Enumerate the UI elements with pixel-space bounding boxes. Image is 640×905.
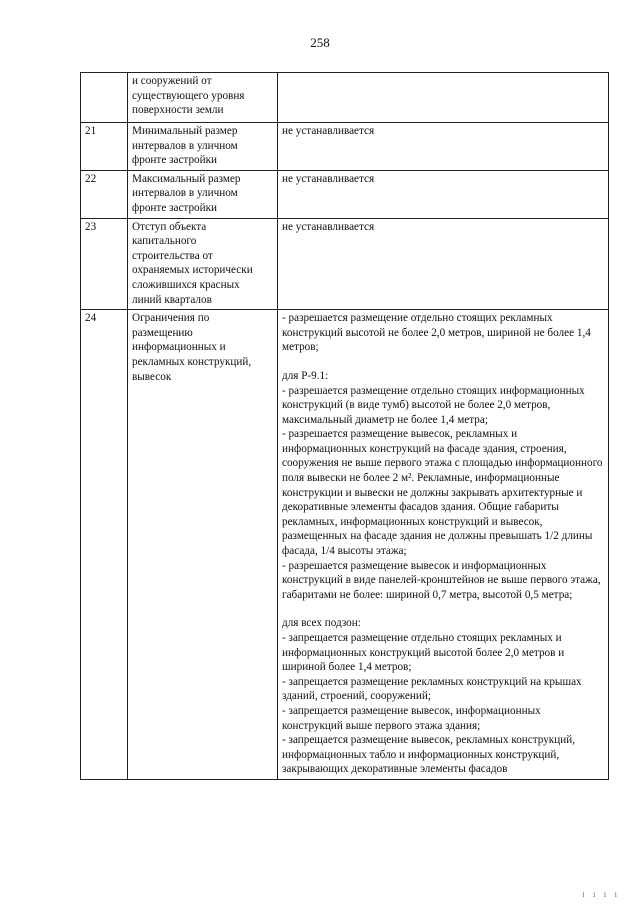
row-number-cell: 23 (81, 218, 128, 310)
parameter-value-text: - разрешается размещение отдельно стоящих рекламных конструкций высотой не более 2,0 метров, шириной не более 1,4 метров; (282, 312, 591, 354)
parameter-name-cell: Отступ объекта капитального строительства от охраняемых исторически сложившихся красных линий кварталов (128, 218, 278, 310)
parameter-value-text: не устанавливается (282, 125, 375, 137)
parameter-value-cell (278, 218, 609, 310)
paragraph-spacer (282, 602, 604, 616)
page-number: 258 (310, 35, 330, 50)
paragraph-spacer (282, 355, 604, 369)
parameter-value-cell (278, 310, 609, 780)
parameter-name-cell: Ограничения по размещению информационных и рекламных конструкций, вывесок (128, 310, 278, 780)
scan-marks: ı ı ı ı (582, 889, 620, 899)
table-row (81, 123, 609, 171)
parameter-value-text: для Р-9.1: - разрешается размещение отдельно стоящих информационных конструкций (в виде тумб) высотой не более 2,0 метров, максимальный диаметр не более 1,4 метра; - разрешается размещение вывесок, рекламных и информационных конструкций на фасаде здания, строения, сооружения не выше первого этажа с площадью информационного поля вывески не более 2 м². Рекламные, информационные конструкции и вывески не должны закрывать архитектурные и декоративные элементы фасадов здания. Общие габариты рекламных, информационных конструкций и вывесок, размещенных на фасаде здания не должны превышать 1/2 длины фасада, 1/4 высоты этажа; - разрешается размещение вывесок и информационных конструкций в виде панелей-кронштейнов не выше первого этажа, габаритами не более: шириной 0,7 метра, высотой 0,5 метра; (282, 369, 603, 601)
regulations-table (80, 72, 609, 780)
parameter-value-cell (278, 170, 609, 218)
parameter-value-text: не устанавливается (282, 172, 375, 185)
parameter-value-text: для всех подзон: - запрещается размещение отдельно стоящих рекламных и информационных конструкций высотой более 2,0 метров и шириной более 1,4 метров; - запрещается размещение рекламных конструкций на крышах зданий, строений, сооружений; - запрещается размещение вывесок, информационных конструкций выше первого этажа здания; - запрещается размещение вывесок, рекламных конструкций, информационных табло и информационных конструкций, закрывающих декоративные элементы фасадов (282, 617, 582, 776)
table-row (81, 310, 609, 780)
row-number-cell: 24 (81, 310, 128, 780)
parameter-name-cell: Минимальный размер интервалов в уличном фронте застройки (128, 123, 278, 171)
row-number-cell: 21 (81, 123, 128, 171)
row-number-cell (81, 73, 128, 123)
row-number-cell: 22 (81, 170, 128, 218)
parameter-name-cell: Максимальный размер интервалов в уличном фронте застройки (128, 170, 278, 218)
table-row (81, 170, 609, 218)
table-row (81, 218, 609, 310)
parameter-value-cell (278, 73, 609, 123)
parameter-name-cell: и сооружений от существующего уровня поверхности земли (128, 73, 278, 123)
table-row (81, 73, 609, 123)
parameter-value-text: не устанавливается (282, 220, 375, 233)
parameter-value-cell (278, 123, 609, 171)
